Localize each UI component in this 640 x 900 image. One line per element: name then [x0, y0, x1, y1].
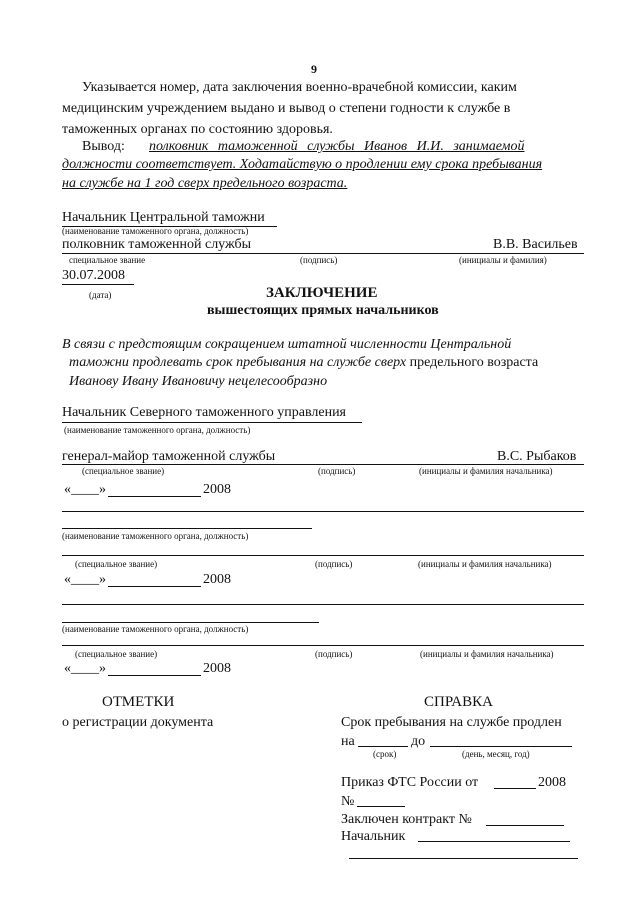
conclusion-title: ЗАКЛЮЧЕНИЕ	[266, 285, 378, 301]
reference-srok-caption: (срок)	[373, 749, 397, 759]
sig2-position-caption: (наименование таможенного органа, должность)	[64, 425, 251, 435]
superior-line-2-italic: таможни продлевать срок пребывания на службе сверх	[69, 355, 407, 370]
reference-line-1: Срок пребывания на службе продлен	[341, 715, 562, 730]
blank1-sign-caption: (подпись)	[315, 559, 353, 569]
marks-subtitle: о регистрации документа	[62, 715, 214, 730]
superior-line-2-regular: предельного возраста	[406, 355, 539, 370]
blank1-rank-caption: (специальное звание)	[75, 559, 158, 569]
sig2-name: В.С. Рыбаков	[497, 449, 577, 464]
intro-line-1: Указывается номер, дата заключения военно-врачебной комиссии, каким	[82, 80, 517, 95]
blank1-date-prefix: «____»	[64, 572, 106, 587]
reference-chief: Начальник	[341, 829, 406, 844]
conclusion-label: Вывод:	[82, 139, 125, 154]
sig1-name: В.В. Васильев	[493, 237, 578, 252]
sig1-position-caption: (наименование таможенного органа, должность)	[62, 226, 249, 236]
conclusion-line-2: должности соответствует. Ходатайствую о продлении ему срока пребывания	[62, 157, 543, 172]
blank2-name-caption: (инициалы и фамилия начальника)	[420, 649, 554, 659]
blank1-name-caption: (инициалы и фамилия начальника)	[418, 559, 552, 569]
superior-line-1: В связи с предстоящим сокращением штатной численности Центральной	[62, 337, 512, 352]
sig2-sign-caption: (подпись)	[318, 466, 356, 476]
sig1-position: Начальник Центральной таможни	[62, 210, 265, 225]
marks-title: ОТМЕТКИ	[102, 694, 175, 710]
blank2-date-year: 2008	[203, 661, 231, 676]
blank2-rank-caption: (специальное звание)	[75, 649, 158, 659]
sig1-rank: полковник таможенной службы	[62, 237, 252, 252]
reference-title: СПРАВКА	[424, 694, 493, 710]
reference-date-caption: (день, месяц, год)	[462, 749, 530, 759]
page-number: 9	[311, 62, 317, 76]
blank1-date-year: 2008	[203, 572, 231, 587]
sig2-rank: генерал-майор таможенной службы	[62, 449, 276, 464]
reference-do: до	[411, 734, 426, 749]
sig2-date-year: 2008	[203, 482, 231, 497]
reference-number-sign: №	[341, 794, 355, 809]
sig2-name-caption: (инициалы и фамилия начальника)	[419, 466, 553, 476]
blank1-position-caption: (наименование таможенного органа, должность)	[62, 531, 249, 541]
sig1-date-caption: (дата)	[89, 290, 112, 300]
reference-na: на	[341, 734, 355, 749]
reference-order-year: 2008	[538, 775, 566, 790]
sig1-date: 30.07.2008	[62, 268, 125, 283]
sig1-name-caption: (инициалы и фамилия)	[459, 255, 547, 265]
sig2-date-prefix: «____»	[64, 482, 106, 497]
reference-contract: Заключен контракт №	[341, 812, 472, 827]
intro-line-3: таможенных органах по состоянию здоровья.	[62, 122, 333, 137]
superior-line-2	[69, 354, 538, 372]
conclusion-line-3: на службе на 1 год сверх предельного возраста.	[62, 176, 348, 191]
sig1-rank-caption: специальное звание	[69, 255, 146, 265]
conclusion-subtitle: вышестоящих прямых начальников	[207, 303, 439, 318]
sig2-position: Начальник Северного таможенного управления	[62, 405, 346, 420]
sig1-sign-caption: (подпись)	[300, 255, 338, 265]
reference-order-prefix: Приказ ФТС России от	[341, 775, 479, 790]
superior-line-3: Иванову Ивану Ивановичу нецелесообразно	[69, 374, 328, 389]
blank2-sign-caption: (подпись)	[315, 649, 353, 659]
blank2-date-prefix: «____»	[64, 661, 106, 676]
blank2-position-caption: (наименование таможенного органа, должность)	[62, 624, 249, 634]
conclusion-line-1: полковник таможенной службы Иванов И.И. занимаемой	[149, 139, 525, 154]
intro-line-2: медицинским учреждением выдано и вывод о степени годности к службе в	[62, 101, 511, 116]
sig2-rank-caption: (специальное звание)	[82, 466, 165, 476]
